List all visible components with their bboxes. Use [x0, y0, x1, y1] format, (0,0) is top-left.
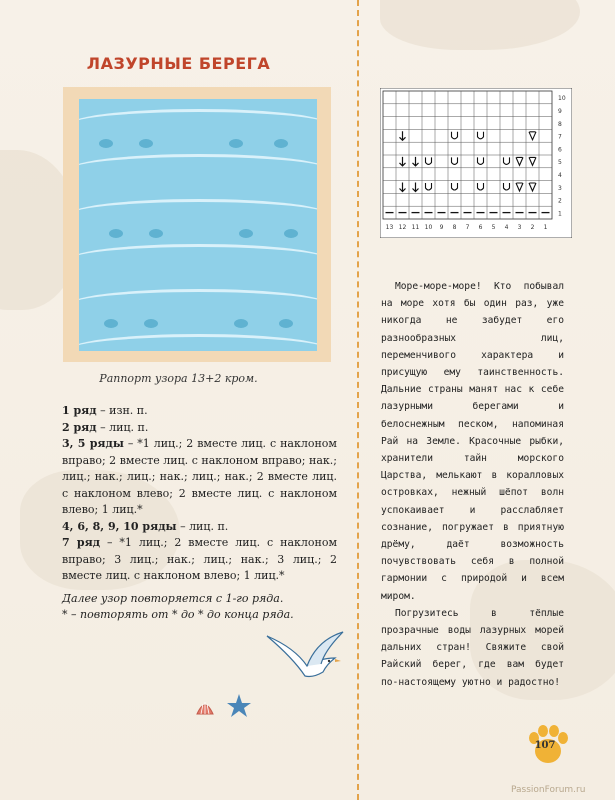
row-label: 3: [558, 184, 562, 192]
col-label: 12: [398, 224, 407, 231]
pattern-notes: [62, 591, 337, 623]
row-label: 7: [558, 133, 562, 141]
watermark-text: PassionForum.ru: [511, 785, 586, 795]
instruction-row: 3, 5 ряды – *1 лиц.; 2 вместе лиц. с наклоном вправо; 2 вместе лиц. с наклоном вправо; нак.; лиц.; нак.; лиц.; нак.; лиц.; нак.; 2 вместе лиц. с наклоном влево; 2 вместе лиц. с наклоном влево; 1 лиц.*: [62, 437, 337, 516]
col-label: 4: [504, 224, 509, 231]
col-label: 1: [543, 224, 548, 231]
page-title: ЛАЗУРНЫЕ БЕРЕГА: [86, 54, 271, 73]
page-divider: [357, 0, 359, 800]
col-label: 10: [424, 224, 433, 231]
col-label: 2: [530, 224, 535, 231]
instruction-row: 7 ряд – *1 лиц.; 2 вместе лиц. с наклоном вправо; 3 лиц.; нак.; лиц.; нак.; 3 лиц.; 2 вместе лиц. с наклоном влево; 1 лиц.*: [62, 536, 337, 582]
col-label: 6: [478, 224, 483, 231]
seashell-starfish-icon: [195, 690, 265, 720]
col-label: 5: [491, 224, 496, 231]
row-label: 8: [558, 120, 562, 128]
row-label: 9: [558, 108, 562, 116]
col-label: 7: [465, 224, 470, 231]
col-label: 8: [452, 224, 457, 231]
note-repeat: Далее узор повторяется с 1-го ряда.: [62, 592, 284, 605]
intro-paragraph: Море-море-море! Кто побывал на море хотя бы один раз, уже никогда не забудет его разнообразных лиц, переменчивого характера и присущую ему таинственность. Дальние страны манят нас к себе лазурными берегами и белоснежным песком, напоминая Рай на Земле. Красочные рыбки, хранители тайн морского Царства, мелькают в коралловых островках, нежный шёпот волн успокаивает и расслабляет сознание, погружает в приятную дрёму, даёт возможность почувствовать себя в полной гармонии с природой и всем миром.: [381, 281, 564, 602]
row-label: 10: [558, 95, 566, 103]
col-label: 13: [385, 224, 394, 231]
knit-swatch-photo: [79, 99, 317, 351]
map-decoration: [380, 0, 580, 50]
page-number: 107: [534, 740, 556, 751]
note-asterisk: * – повторять от * до * до конца ряда.: [62, 608, 294, 621]
knitting-chart: [380, 88, 572, 238]
seagull-icon: [265, 628, 345, 688]
intro-text: [381, 278, 564, 691]
col-label: 3: [517, 224, 522, 231]
row-label: 4: [558, 172, 562, 180]
instruction-row: 2 ряд – лиц. п.: [62, 420, 149, 434]
row-instructions: [62, 403, 337, 585]
col-label: 11: [411, 224, 420, 231]
row-label: 6: [558, 146, 562, 154]
swatch-caption: Раппорт узора 13+2 кром.: [99, 372, 258, 385]
row-label: 5: [558, 159, 562, 167]
row-label: 2: [558, 197, 562, 205]
row-label: 1: [558, 210, 562, 218]
instruction-row: 4, 6, 8, 9, 10 ряды – лиц. п.: [62, 519, 229, 533]
instruction-row: 1 ряд – изн. п.: [62, 404, 148, 417]
col-label: 9: [439, 224, 444, 231]
intro-paragraph: Погрузитесь в тёплые прозрачные воды лазурных морей дальних стран! Свяжите свой Райский берег, где вам будет по-настоящему уютно и радостно!: [381, 607, 564, 688]
